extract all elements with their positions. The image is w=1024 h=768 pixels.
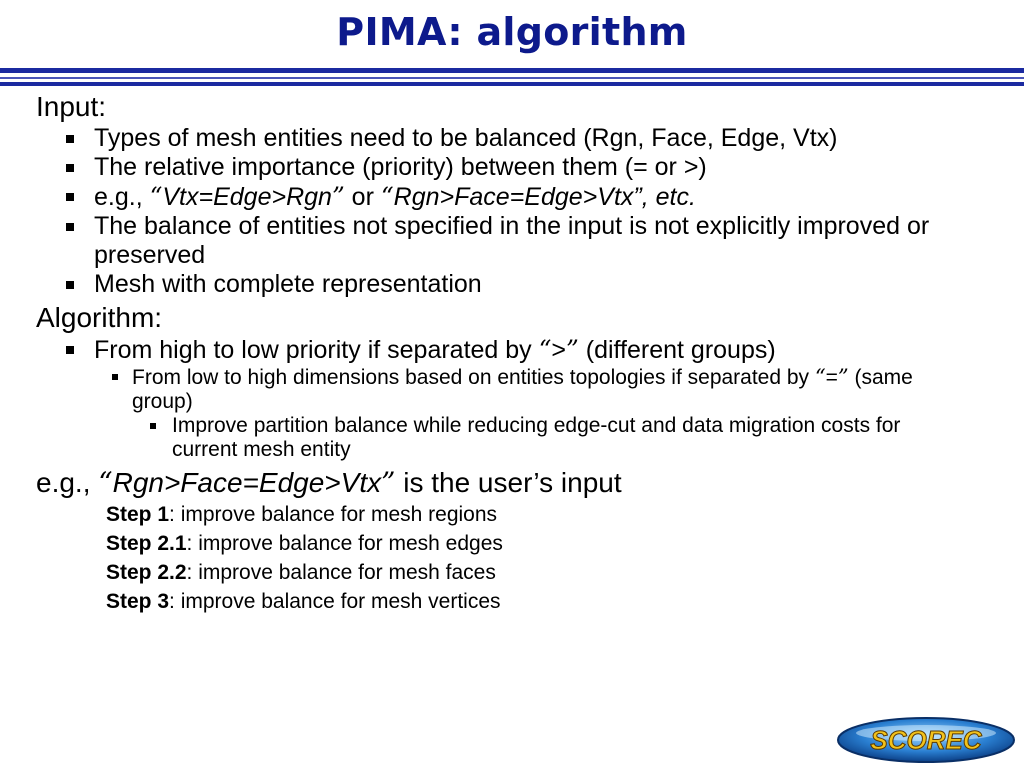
algo-symbol: = — [825, 366, 838, 389]
input-heading: Input: — [36, 91, 107, 122]
quote-close: ” — [331, 182, 345, 211]
algo-text-after: (different groups) — [578, 336, 776, 364]
step-row — [0, 558, 1024, 587]
algo-symbol: > — [551, 336, 567, 364]
logo-text: SCOREC — [870, 725, 982, 755]
algo-text-after: (same group) — [132, 366, 913, 413]
step-label: Step 2.2 — [106, 561, 187, 584]
step-row — [0, 529, 1024, 558]
step-text: : improve balance for mesh regions — [169, 503, 498, 526]
quote-open: “ — [380, 182, 394, 211]
quote-close: ” — [381, 466, 396, 499]
algorithm-heading: Algorithm: — [36, 302, 163, 333]
example-line — [0, 466, 1024, 500]
input-item-priority: The relative importance (priority) between them (= or >) — [0, 153, 1024, 182]
algorithm-subsubitem-improve: Improve partition balance while reducing edge-cut and data migration costs for current mesh entity — [0, 414, 1024, 462]
title-rule-bottom — [0, 82, 1024, 86]
slide-title: PIMA: algorithm — [336, 10, 688, 54]
input-item-mesh-types: Types of mesh entities need to be balanced (Rgn, Face, Edge, Vtx) — [0, 124, 1024, 153]
example-priority-2: Rgn>Face=Edge>Vtx — [393, 183, 634, 211]
step-text: : improve balance for mesh vertices — [169, 590, 501, 613]
input-item-unspecified: The balance of entities not specified in the input is not explicitly improved or preserved — [0, 212, 1024, 270]
title-rule-top — [0, 68, 1024, 73]
quote-open: “ — [538, 335, 552, 364]
step-label: Step 2.1 — [106, 532, 187, 555]
step-label: Step 3 — [106, 590, 170, 613]
input-item-representation: Mesh with complete representation — [0, 270, 1024, 299]
algo-text-before: From low to high dimensions based on entities topologies if separated by — [132, 366, 815, 389]
example-line-priority: Rgn>Face=Edge>Vtx — [112, 467, 382, 498]
example-line-prefix: e.g., — [36, 467, 99, 498]
algo-text-before: From high to low priority if separated by — [94, 336, 539, 364]
step-label: Step 1 — [106, 503, 170, 526]
step-text: : improve balance for mesh faces — [186, 561, 496, 584]
example-prefix: e.g., — [94, 183, 150, 211]
example-or: or — [344, 183, 381, 211]
quote-close: ” — [566, 335, 579, 364]
quote-close: ” — [837, 365, 849, 389]
example-line-suffix: is the user’s input — [395, 467, 622, 498]
slide-body — [0, 90, 1024, 616]
step-row — [0, 587, 1024, 616]
step-text: : improve balance for mesh edges — [186, 532, 503, 555]
example-priority-1: Vtx=Edge>Rgn — [162, 183, 332, 211]
example-tail: ”, etc. — [633, 183, 696, 211]
algorithm-subitem-dimensions — [0, 365, 1024, 414]
title-rule-middle — [0, 77, 1024, 79]
scorec-logo — [836, 716, 1016, 764]
input-item-example — [0, 182, 1024, 212]
quote-open: “ — [149, 182, 163, 211]
step-row — [0, 500, 1024, 529]
algorithm-item-priority — [0, 335, 1024, 365]
quote-open: “ — [98, 466, 113, 499]
quote-open: “ — [814, 365, 826, 389]
